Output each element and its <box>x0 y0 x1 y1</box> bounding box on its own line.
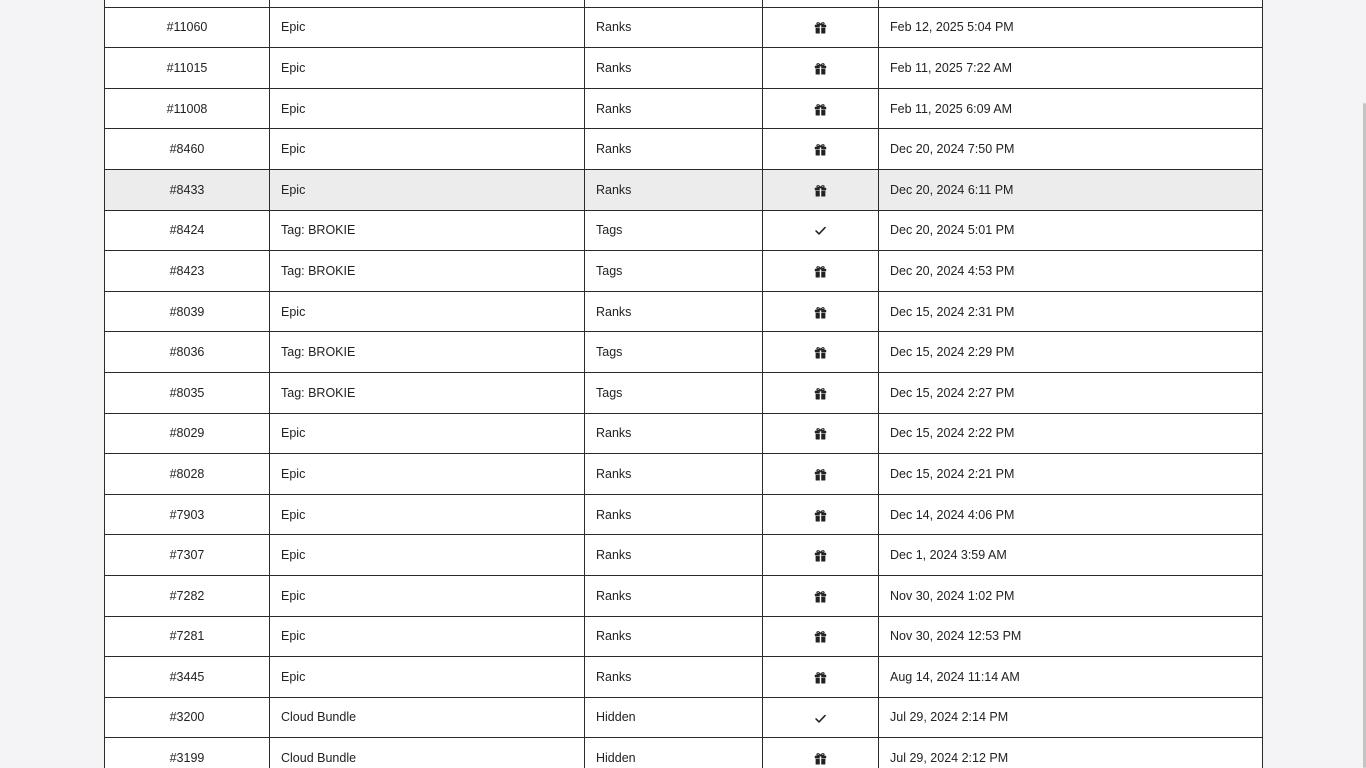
item-cell <box>270 129 585 170</box>
date-cell <box>879 7 1263 48</box>
table-row[interactable] <box>105 291 1263 332</box>
table-row[interactable] <box>105 332 1263 373</box>
order-id: #11015 <box>166 60 208 75</box>
table-row[interactable] <box>105 372 1263 413</box>
purchase-date: Dec 15, 2024 2:27 PM <box>890 385 1015 400</box>
item-name: Epic <box>281 588 306 603</box>
item-cell <box>270 169 585 210</box>
status-cell <box>763 88 879 129</box>
date-cell <box>879 697 1263 738</box>
order-id: #8424 <box>169 223 205 238</box>
gift-icon <box>814 21 827 34</box>
status-cell <box>763 454 879 495</box>
table-row[interactable] <box>105 88 1263 129</box>
purchase-date: Dec 1, 2024 3:59 AM <box>890 548 1007 563</box>
page-scrollbar[interactable] <box>1362 0 1366 768</box>
category-name: Ranks <box>596 304 632 319</box>
category-name: Ranks <box>596 426 632 441</box>
category-name: Hidden <box>596 751 636 766</box>
category-name: Ranks <box>596 142 632 157</box>
purchase-date: Feb 12, 2025 5:04 PM <box>890 20 1014 35</box>
category-name: Ranks <box>596 466 632 481</box>
gift-icon <box>814 62 827 75</box>
table-row[interactable] <box>105 657 1263 698</box>
order-id-cell <box>105 332 270 373</box>
category-cell <box>585 210 763 251</box>
item-cell <box>270 697 585 738</box>
category-name: Ranks <box>596 60 632 75</box>
status-cell <box>763 332 879 373</box>
item-cell <box>270 413 585 454</box>
gift-icon <box>814 143 827 156</box>
gift-icon <box>814 549 827 562</box>
order-id-cell <box>105 535 270 576</box>
order-id-cell <box>105 88 270 129</box>
date-cell <box>879 88 1263 129</box>
status-cell <box>763 48 879 89</box>
date-cell <box>879 372 1263 413</box>
purchase-date: Jul 29, 2024 2:12 PM <box>890 751 1009 766</box>
status-cell <box>763 616 879 657</box>
table-row[interactable] <box>105 616 1263 657</box>
gift-icon <box>814 387 827 400</box>
category-name: Ranks <box>596 588 632 603</box>
order-id-cell <box>105 210 270 251</box>
status-cell <box>763 7 879 48</box>
purchase-date: Dec 15, 2024 2:21 PM <box>890 466 1015 481</box>
category-name: Ranks <box>596 629 632 644</box>
status-cell <box>763 251 879 292</box>
category-name: Tags <box>596 345 623 360</box>
item-cell <box>270 657 585 698</box>
purchase-date: Jul 29, 2024 2:14 PM <box>890 710 1009 725</box>
item-name: Epic <box>281 304 306 319</box>
item-cell <box>270 0 585 7</box>
item-name: Tag: BROKIE <box>281 385 356 400</box>
item-name: Tag: BROKIE <box>281 263 356 278</box>
order-id-cell <box>105 413 270 454</box>
category-name: Ranks <box>596 507 632 522</box>
order-id-cell <box>105 129 270 170</box>
order-id: #7903 <box>169 507 205 522</box>
status-cell <box>763 657 879 698</box>
order-id-cell <box>105 454 270 495</box>
order-id: #11008 <box>166 101 208 116</box>
table-row[interactable] <box>105 129 1263 170</box>
category-cell <box>585 697 763 738</box>
purchase-history-table <box>104 0 1263 768</box>
order-id-cell <box>105 7 270 48</box>
check-icon <box>814 224 827 237</box>
item-cell <box>270 454 585 495</box>
item-cell <box>270 372 585 413</box>
category-name: Tags <box>596 263 623 278</box>
purchase-date: Feb 11, 2025 6:09 AM <box>890 101 1013 116</box>
item-name: Epic <box>281 142 306 157</box>
gift-icon <box>814 427 827 440</box>
purchase-date: Nov 30, 2024 1:02 PM <box>890 588 1015 603</box>
purchase-date: Dec 20, 2024 6:11 PM <box>890 182 1014 197</box>
item-name: Epic <box>281 426 306 441</box>
order-id: #8028 <box>169 466 205 481</box>
gift-icon <box>814 630 827 643</box>
item-name: Epic <box>281 548 306 563</box>
category-cell <box>585 494 763 535</box>
purchase-date: Dec 14, 2024 4:06 PM <box>890 507 1015 522</box>
category-cell <box>585 129 763 170</box>
table-row[interactable] <box>105 494 1263 535</box>
order-id-cell <box>105 372 270 413</box>
order-id: #8035 <box>169 385 205 400</box>
item-cell <box>270 48 585 89</box>
date-cell <box>879 616 1263 657</box>
table-row[interactable] <box>105 454 1263 495</box>
category-name: Ranks <box>596 182 632 197</box>
date-cell <box>879 48 1263 89</box>
status-cell <box>763 372 879 413</box>
order-id: #8433 <box>169 182 205 197</box>
category-cell <box>585 251 763 292</box>
item-cell <box>270 88 585 129</box>
date-cell <box>879 291 1263 332</box>
category-cell <box>585 657 763 698</box>
order-id-cell <box>105 575 270 616</box>
order-id: #8039 <box>169 304 205 319</box>
category-cell <box>585 7 763 48</box>
category-cell <box>585 0 763 7</box>
order-id-cell <box>105 616 270 657</box>
order-id: #7281 <box>169 629 205 644</box>
category-name: Ranks <box>596 669 632 684</box>
item-cell <box>270 251 585 292</box>
table-row[interactable] <box>105 169 1263 210</box>
order-id: #8460 <box>169 142 205 157</box>
order-id: #3445 <box>169 669 205 684</box>
order-id-cell <box>105 738 270 768</box>
purchase-date: Dec 15, 2024 2:31 PM <box>890 304 1015 319</box>
date-cell <box>879 332 1263 373</box>
item-name: Epic <box>281 507 306 522</box>
status-cell <box>763 738 879 768</box>
date-cell <box>879 575 1263 616</box>
item-cell <box>270 494 585 535</box>
item-cell <box>270 332 585 373</box>
item-cell <box>270 535 585 576</box>
table-row[interactable] <box>105 575 1263 616</box>
date-cell <box>879 535 1263 576</box>
table-row[interactable] <box>105 413 1263 454</box>
gift-icon <box>814 509 827 522</box>
status-cell <box>763 697 879 738</box>
category-cell <box>585 413 763 454</box>
purchase-date: Dec 20, 2024 5:01 PM <box>890 223 1015 238</box>
order-id: #8029 <box>169 426 205 441</box>
order-id-cell <box>105 251 270 292</box>
item-cell <box>270 291 585 332</box>
order-id-cell <box>105 657 270 698</box>
purchase-date: Nov 30, 2024 12:53 PM <box>890 629 1022 644</box>
item-name: Epic <box>281 101 306 116</box>
date-cell <box>879 738 1263 768</box>
status-cell <box>763 535 879 576</box>
category-cell <box>585 738 763 768</box>
item-name: Epic <box>281 60 306 75</box>
item-name: Epic <box>281 669 306 684</box>
category-cell <box>585 48 763 89</box>
item-name: Epic <box>281 182 306 197</box>
category-cell <box>585 332 763 373</box>
order-id: #8036 <box>169 345 205 360</box>
category-name: Ranks <box>596 20 632 35</box>
category-name: Tags <box>596 385 623 400</box>
status-cell <box>763 169 879 210</box>
category-cell <box>585 616 763 657</box>
gift-icon <box>814 184 827 197</box>
purchase-history-table-wrapper <box>104 0 1262 768</box>
category-name: Ranks <box>596 548 632 563</box>
order-id-cell <box>105 169 270 210</box>
table-row[interactable] <box>105 7 1263 48</box>
table-row[interactable] <box>105 738 1263 768</box>
date-cell <box>879 210 1263 251</box>
order-id-cell <box>105 697 270 738</box>
table-row[interactable] <box>105 210 1263 251</box>
gift-icon <box>814 103 827 116</box>
item-name: Epic <box>281 466 306 481</box>
date-cell <box>879 657 1263 698</box>
item-name: Cloud Bundle <box>281 710 357 725</box>
date-cell <box>879 454 1263 495</box>
gift-icon <box>814 671 827 684</box>
order-id-cell <box>105 0 270 7</box>
gift-icon <box>814 346 827 359</box>
table-body <box>105 0 1263 768</box>
status-cell <box>763 129 879 170</box>
table-row[interactable] <box>105 48 1263 89</box>
category-cell <box>585 88 763 129</box>
status-cell <box>763 413 879 454</box>
category-cell <box>585 372 763 413</box>
status-cell <box>763 210 879 251</box>
purchase-date: Feb 11, 2025 7:22 AM <box>890 60 1013 75</box>
date-cell <box>879 169 1263 210</box>
category-cell <box>585 169 763 210</box>
purchase-date: Dec 20, 2024 7:50 PM <box>890 142 1015 157</box>
date-cell <box>879 413 1263 454</box>
table-row[interactable] <box>105 251 1263 292</box>
order-id: #3199 <box>169 751 205 766</box>
item-name: Tag: BROKIE <box>281 345 356 360</box>
category-cell <box>585 535 763 576</box>
category-cell <box>585 291 763 332</box>
order-id-cell <box>105 494 270 535</box>
order-id: #11060 <box>166 20 208 35</box>
status-cell <box>763 0 879 7</box>
order-id: #7282 <box>169 588 205 603</box>
table-row[interactable] <box>105 535 1263 576</box>
purchase-date: Dec 20, 2024 4:53 PM <box>890 263 1015 278</box>
item-cell <box>270 7 585 48</box>
gift-icon <box>814 306 827 319</box>
item-cell <box>270 738 585 768</box>
item-cell <box>270 616 585 657</box>
item-cell <box>270 575 585 616</box>
gift-icon <box>814 468 827 481</box>
gift-icon <box>814 265 827 278</box>
date-cell <box>879 129 1263 170</box>
category-cell <box>585 454 763 495</box>
order-id: #8423 <box>169 263 205 278</box>
date-cell <box>879 251 1263 292</box>
order-id-cell <box>105 291 270 332</box>
purchase-date: Aug 14, 2024 11:14 AM <box>890 669 1020 684</box>
category-name: Ranks <box>596 101 632 116</box>
date-cell <box>879 494 1263 535</box>
item-cell <box>270 210 585 251</box>
category-name: Tags <box>596 223 623 238</box>
category-name: Hidden <box>596 710 636 725</box>
category-cell <box>585 575 763 616</box>
table-row[interactable] <box>105 697 1263 738</box>
status-cell <box>763 291 879 332</box>
gift-icon <box>814 752 827 765</box>
order-id: #3200 <box>169 710 205 725</box>
check-icon <box>814 712 827 725</box>
item-name: Tag: BROKIE <box>281 223 356 238</box>
table-row <box>105 0 1263 7</box>
item-name: Cloud Bundle <box>281 751 357 766</box>
item-name: Epic <box>281 20 306 35</box>
purchase-date: Dec 15, 2024 2:22 PM <box>890 426 1015 441</box>
purchase-date: Dec 15, 2024 2:29 PM <box>890 345 1015 360</box>
order-id-cell <box>105 48 270 89</box>
status-cell <box>763 575 879 616</box>
gift-icon <box>814 590 827 603</box>
date-cell <box>879 0 1263 7</box>
status-cell <box>763 494 879 535</box>
item-name: Epic <box>281 629 306 644</box>
order-id: #7307 <box>169 548 205 563</box>
